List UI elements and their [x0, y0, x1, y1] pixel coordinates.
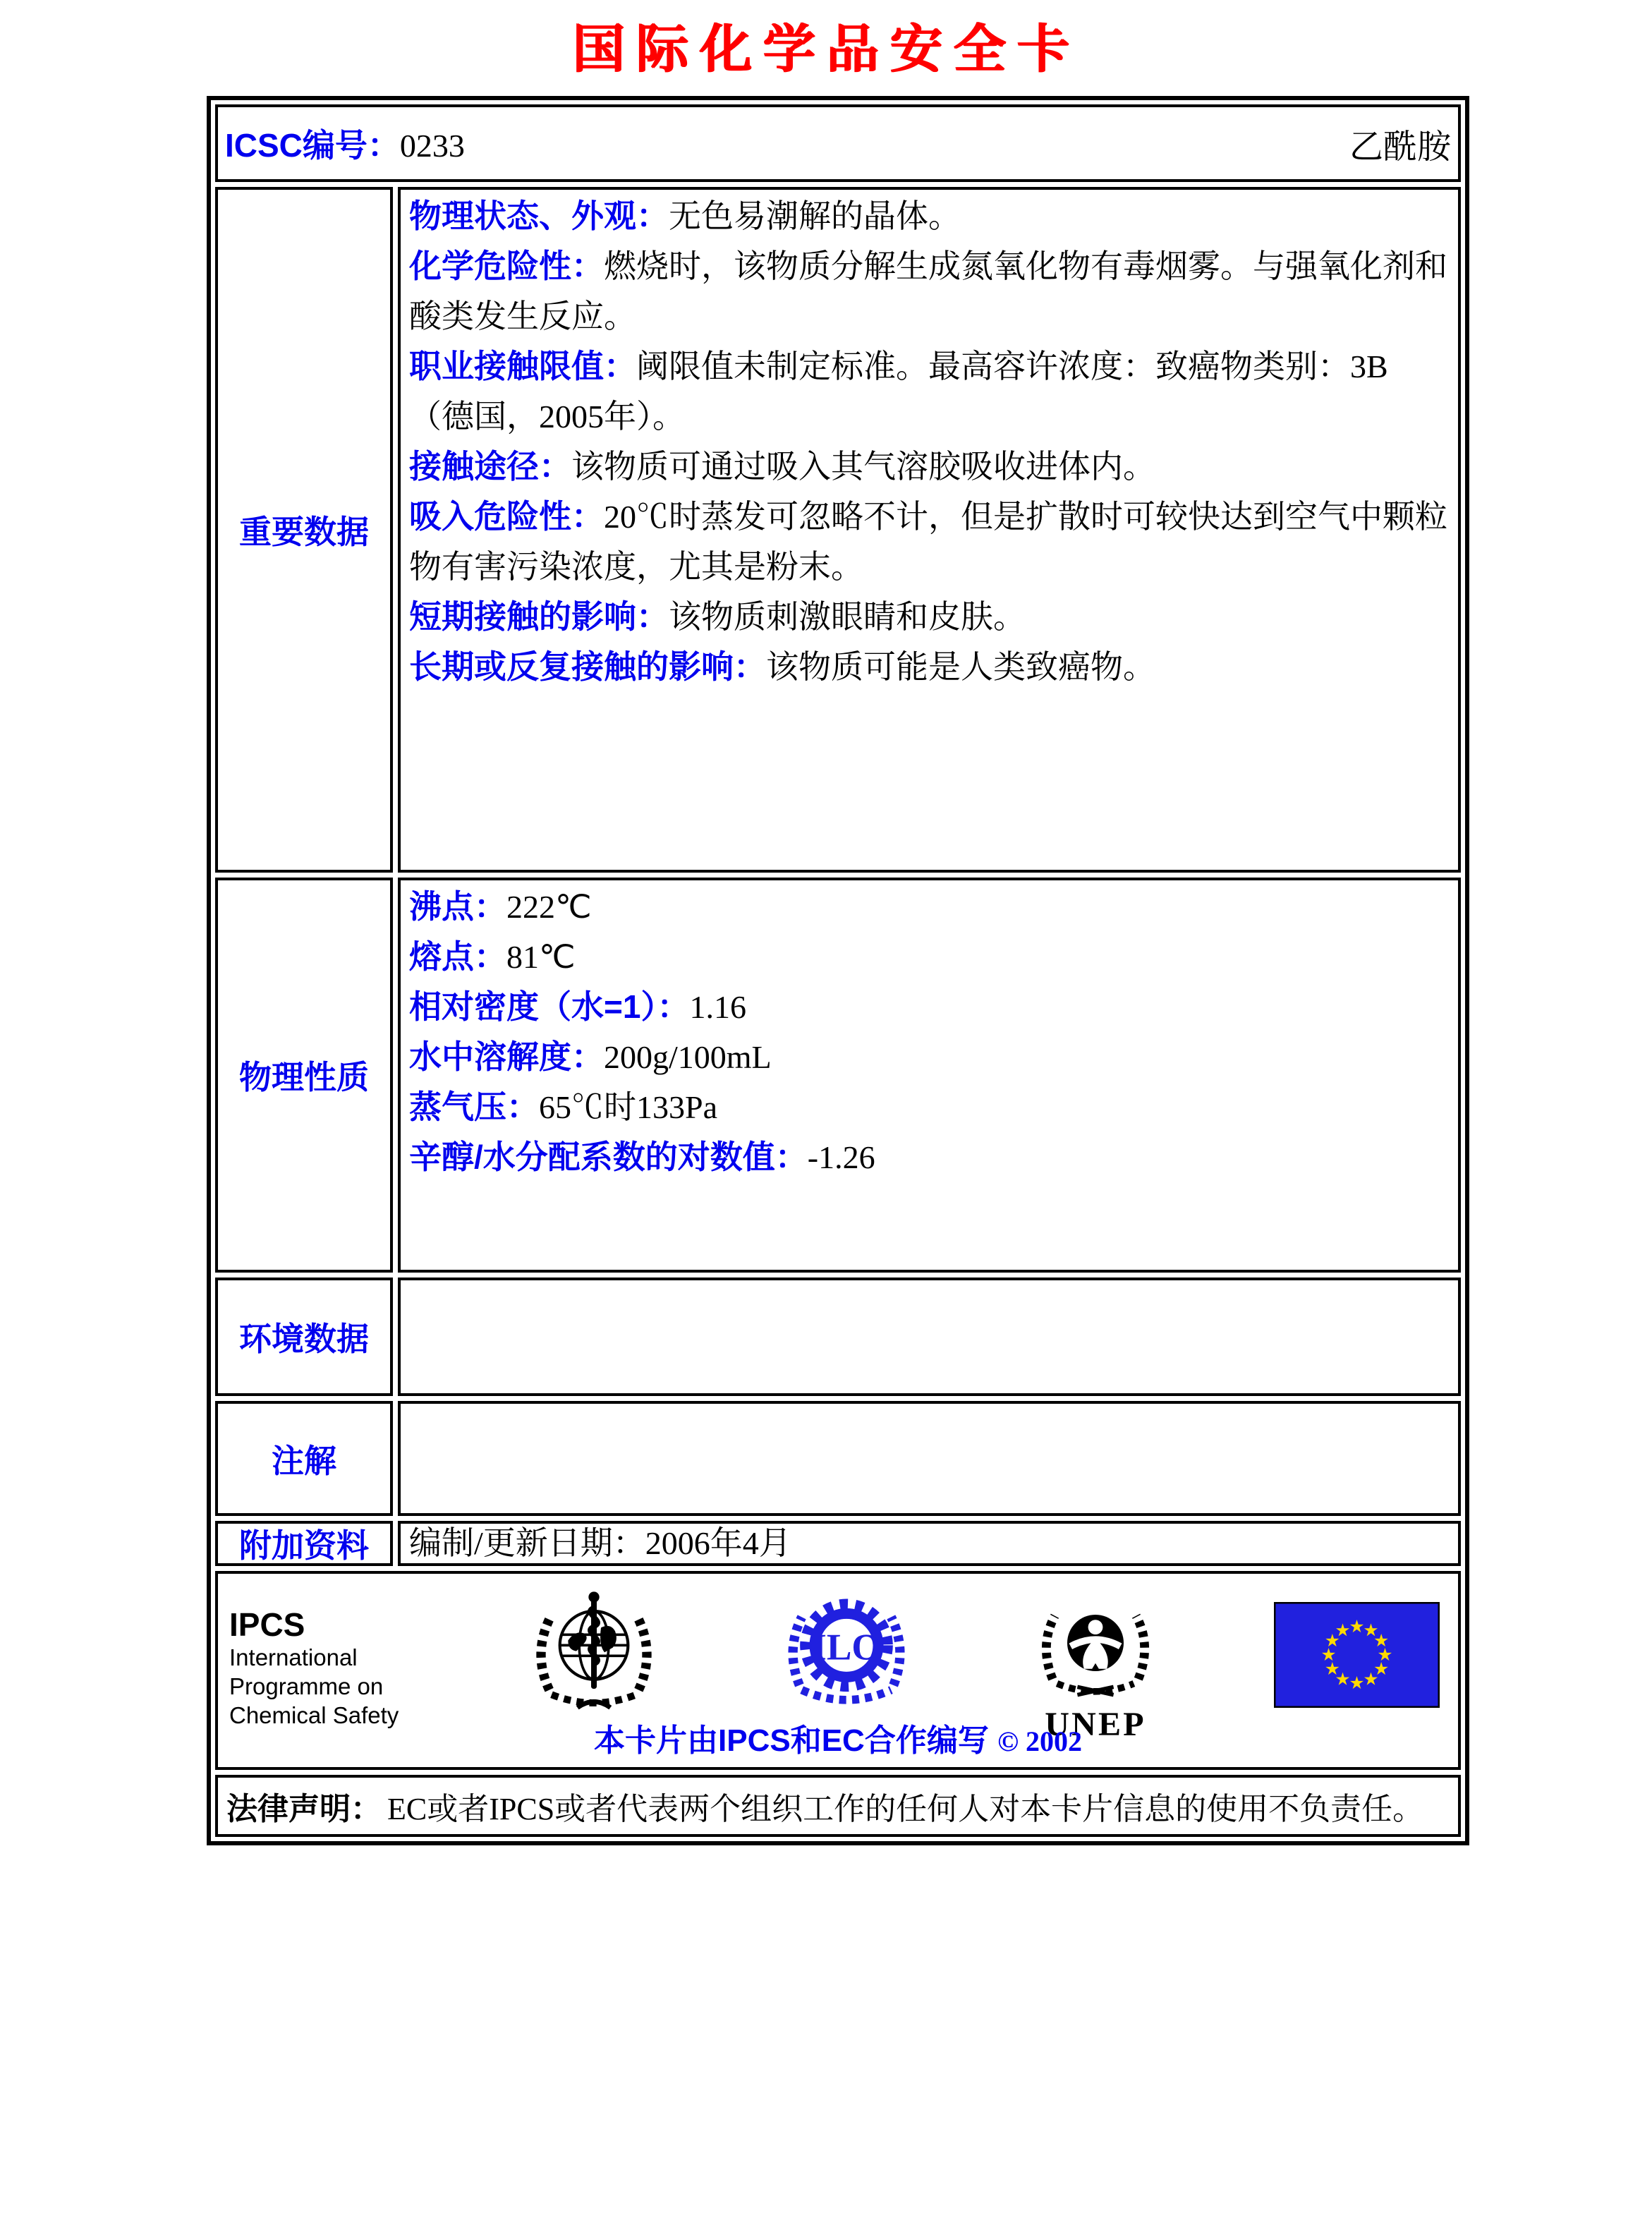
entry-label: 沸点： — [409, 888, 506, 925]
section-row-additional-info — [215, 1521, 1461, 1566]
entry-label: 水中溶解度： — [409, 1038, 604, 1075]
entry-label: 长期或反复接触的影响： — [409, 648, 766, 685]
entry-text: 该物质可能是人类致癌物。 — [766, 649, 1155, 685]
data-entry — [409, 1082, 1450, 1132]
data-entry — [409, 191, 1450, 241]
section-label-notes: 注解 — [215, 1401, 393, 1516]
header-cell — [215, 104, 1461, 182]
entry-label: 接触途径： — [409, 448, 571, 485]
section-label-physical-properties: 物理性质 — [215, 878, 393, 1273]
section-content-physical-properties — [398, 878, 1461, 1273]
data-entry — [409, 341, 1450, 442]
ipcs-title: IPCS — [229, 1606, 305, 1643]
entry-text: 燃烧时，该物质分解生成氮氧化物有毒烟雾。与强氧化剂和酸类发生反应。 — [409, 248, 1447, 334]
icsc-table — [207, 96, 1469, 1845]
section-label-important-data: 重要数据 — [215, 187, 393, 873]
data-entry — [409, 442, 1450, 492]
unep-caption: UNEP — [1045, 1706, 1146, 1744]
section-row-physical-properties — [215, 878, 1461, 1273]
page-title: 国际化学品安全卡 — [572, 20, 1080, 78]
legal-text: EC或者IPCS或者代表两个组织工作的任何人对本卡片信息的使用不负责任。 — [387, 1792, 1424, 1826]
logos-cell — [215, 1571, 1461, 1770]
data-entry — [409, 1132, 1450, 1182]
entry-label: 吸入危险性： — [409, 498, 604, 535]
section-label-environmental-data: 环境数据 — [215, 1278, 393, 1396]
ipcs-subtitle-line3: Chemical Safety — [229, 1702, 399, 1728]
header-row — [215, 104, 1461, 182]
data-entry — [409, 592, 1450, 642]
section-row-important-data — [215, 187, 1461, 873]
icsc-number-label: ICSC编号： — [225, 127, 400, 164]
entry-text: 222℃ — [506, 889, 592, 925]
entry-text: 200g/100mL — [604, 1039, 772, 1075]
section-content-additional-info — [398, 1521, 1461, 1566]
entry-label: 物理状态、外观： — [409, 198, 669, 234]
entry-text: 该物质刺激眼睛和皮肤。 — [669, 599, 1026, 635]
entry-label: 短期接触的影响： — [409, 598, 669, 635]
legal-row — [215, 1775, 1461, 1837]
entry-text: 81℃ — [506, 939, 576, 975]
data-entry — [409, 642, 1450, 692]
entry-text: 该物质可通过吸入其气溶胶吸收进体内。 — [571, 449, 1155, 485]
icsc-number-group — [225, 120, 465, 166]
ipcs-subtitle-line1: International — [229, 1644, 358, 1670]
section-row-notes — [215, 1401, 1461, 1516]
copyright-text: © 2002 — [997, 1725, 1082, 1757]
entry-label: 熔点： — [409, 938, 506, 975]
entry-text: 65℃时133Pa — [539, 1089, 717, 1125]
entry-text: 无色易潮解的晶体。 — [669, 198, 961, 234]
entry-label: 职业接触限值： — [409, 348, 636, 384]
chemical-name: 乙酰胺 — [1349, 128, 1451, 166]
entry-label: 辛醇/水分配系数的对数值： — [409, 1139, 808, 1175]
icsc-number-value: 0233 — [399, 128, 465, 164]
eu-flag — [1274, 1586, 1440, 1711]
data-entry — [409, 492, 1450, 592]
ipcs-subtitle-line2: Programme on — [229, 1673, 384, 1699]
logos-row — [215, 1571, 1461, 1770]
legal-label: 法律声明： — [226, 1792, 382, 1826]
ipcs-text-block — [229, 1586, 413, 1730]
section-label-additional-info: 附加资料 — [215, 1521, 393, 1566]
entry-label: 蒸气压： — [409, 1088, 539, 1125]
update-date-value: 2006年4月 — [645, 1525, 791, 1561]
data-entry — [409, 241, 1450, 341]
section-content-notes — [398, 1401, 1461, 1516]
ilo-letters: ILO — [811, 1625, 881, 1668]
legal-cell — [215, 1775, 1461, 1837]
data-entry — [409, 932, 1450, 982]
data-entry — [409, 882, 1450, 932]
section-content-important-data — [398, 187, 1461, 873]
credit-text: 本卡片由IPCS和EC合作编写 — [594, 1723, 989, 1758]
section-content-environmental-data — [398, 1278, 1461, 1396]
entry-text: 阈限值未制定标准。最高容许浓度：致癌物类别：3B（德国，2005年）。 — [409, 348, 1388, 435]
ilo-logo — [776, 1586, 917, 1731]
data-entry — [409, 1032, 1450, 1082]
entry-label: 相对密度（水=1）： — [409, 988, 690, 1025]
credit-line — [218, 1715, 1458, 1760]
entry-text: 20℃时蒸发可忽略不计，但是扩散时可较快达到空气中颗粒物有害污染浓度，尤其是粉末。 — [409, 499, 1447, 585]
entry-text: 1.16 — [689, 989, 746, 1025]
entry-text: -1.26 — [807, 1139, 875, 1175]
who-logo — [523, 1586, 664, 1731]
update-date-label: 编制/更新日期： — [409, 1525, 645, 1561]
entry-label: 化学危险性： — [409, 248, 604, 284]
section-row-environmental-data — [215, 1278, 1461, 1396]
data-entry — [409, 982, 1450, 1032]
